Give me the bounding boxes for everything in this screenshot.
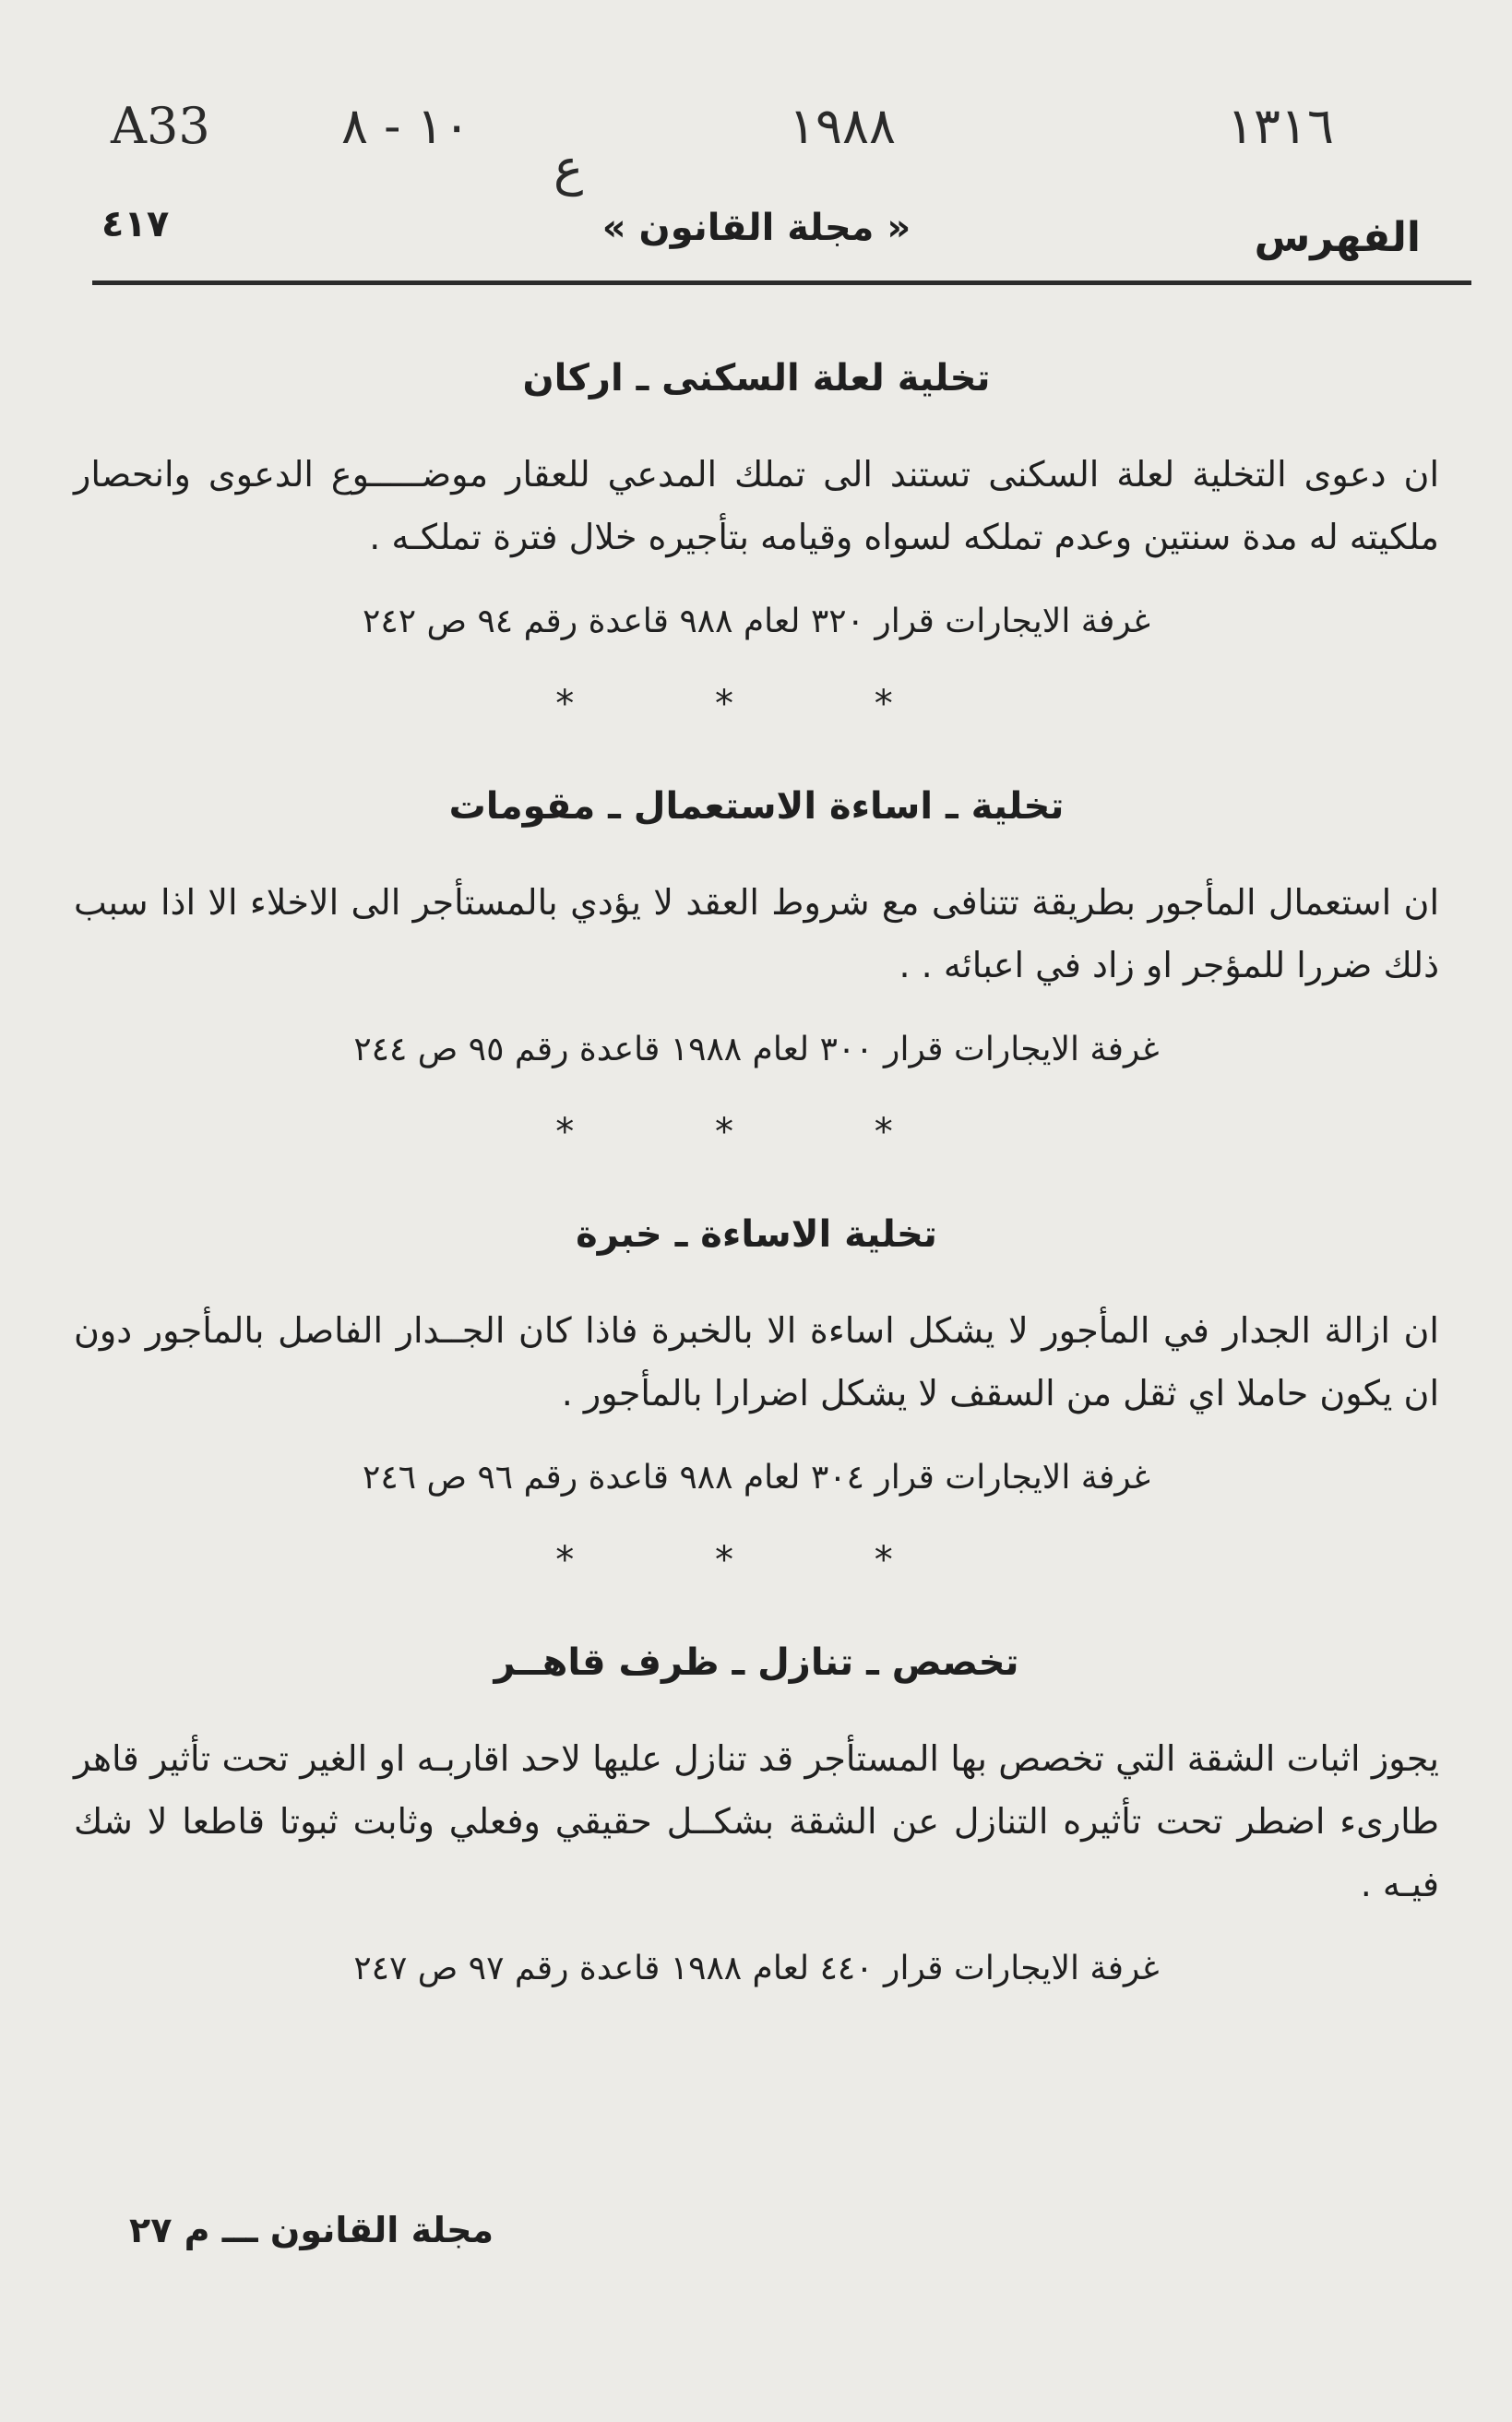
entry-heading: تخلية لعلة السكنى ـ اركان <box>522 357 991 400</box>
entry-text: ان دعوى التخلية لعلة السكنى تستند الى تملك المدعي للعقار موضـــــوع الدعوى وانحصار ملكيته له مدة سنتين وعدم تملكه لسواه وقيامه بتأجيره خلال فترة تملكـه . <box>74 454 1439 557</box>
entry-text: ان ازالة الجدار في المأجور لا يشكل اساءة الا بالخبرة فاذا كان الجــدار الفاصل بالمأجور دون ان يكون حاملا اي ثقل من السقف لا يشكل اضرارا بالمأجور . <box>74 1310 1439 1414</box>
header-rule <box>92 280 1471 285</box>
section-title: الفهرس <box>1254 214 1421 261</box>
separator-stars: * * * <box>555 1111 958 1153</box>
entry-heading: تخلية ـ اساءة الاستعمال ـ مقومات <box>448 785 1065 828</box>
entry-heading: تخصص ـ تنازل ـ ظرف قاهــر <box>494 1641 1019 1684</box>
separator-stars: * * * <box>555 1539 958 1581</box>
entry-reference: غرفة الايجارات قرار ٣٠٤ لعام ٩٨٨ قاعدة رقم ٩٦ ص ٢٤٦ <box>363 1459 1150 1497</box>
entry-reference: غرفة الايجارات قرار ٣٠٠ لعام ١٩٨٨ قاعدة رقم ٩٥ ص ٢٤٤ <box>353 1031 1160 1068</box>
page-footer: مجلة القانون ـــ م ٢٧ <box>129 2210 494 2250</box>
entry-text: ان استعمال المأجور بطريقة تتنافى مع شروط العقد لا يؤدي بالمستأجر الى الاخلاء الا اذا سبب ذلك ضررا للمؤجر او زاد في اعبائه . . <box>74 882 1439 985</box>
entry-reference: غرفة الايجارات قرار ٤٤٠ لعام ١٩٨٨ قاعدة رقم ٩٧ ص ٢٤٧ <box>353 1950 1160 1987</box>
entry-reference: غرفة الايجارات قرار ٣٢٠ لعام ٩٨٨ قاعدة رقم ٩٤ ص ٢٤٢ <box>363 603 1150 640</box>
page-header <box>92 203 1421 268</box>
index-entry <box>74 1207 1439 1583</box>
index-entry <box>74 1635 1439 1997</box>
handwritten-date: ١٠ - ٨ <box>341 97 470 155</box>
handwritten-year-hijri: ١٣١٦ <box>1227 97 1335 155</box>
index-entries <box>74 351 1439 2028</box>
entry-heading: تخلية الاساءة ـ خبرة <box>576 1213 937 1256</box>
index-entry <box>74 779 1439 1155</box>
handwritten-letter: ع <box>554 138 584 197</box>
index-entry <box>74 351 1439 727</box>
handwritten-year-greg: ١٩٨٨ <box>789 97 897 155</box>
handwritten-code: A33 <box>111 97 210 155</box>
entry-text: يجوز اثبات الشقة التي تخصص بها المستأجر قد تنازل عليها لاحد اقاربـه او الغير تحت تأثير قاهر طارىء اضطر تحت تأثيره التنازل عن الشقة بشكــل حقيقي وفعلي وثابت ثبوتا قاطعا لا شك فيـه . <box>74 1738 1439 1904</box>
page-number: ٤١٧ <box>101 203 170 245</box>
separator-stars: * * * <box>555 683 958 725</box>
journal-title: « مجلة القانون » <box>601 207 911 249</box>
